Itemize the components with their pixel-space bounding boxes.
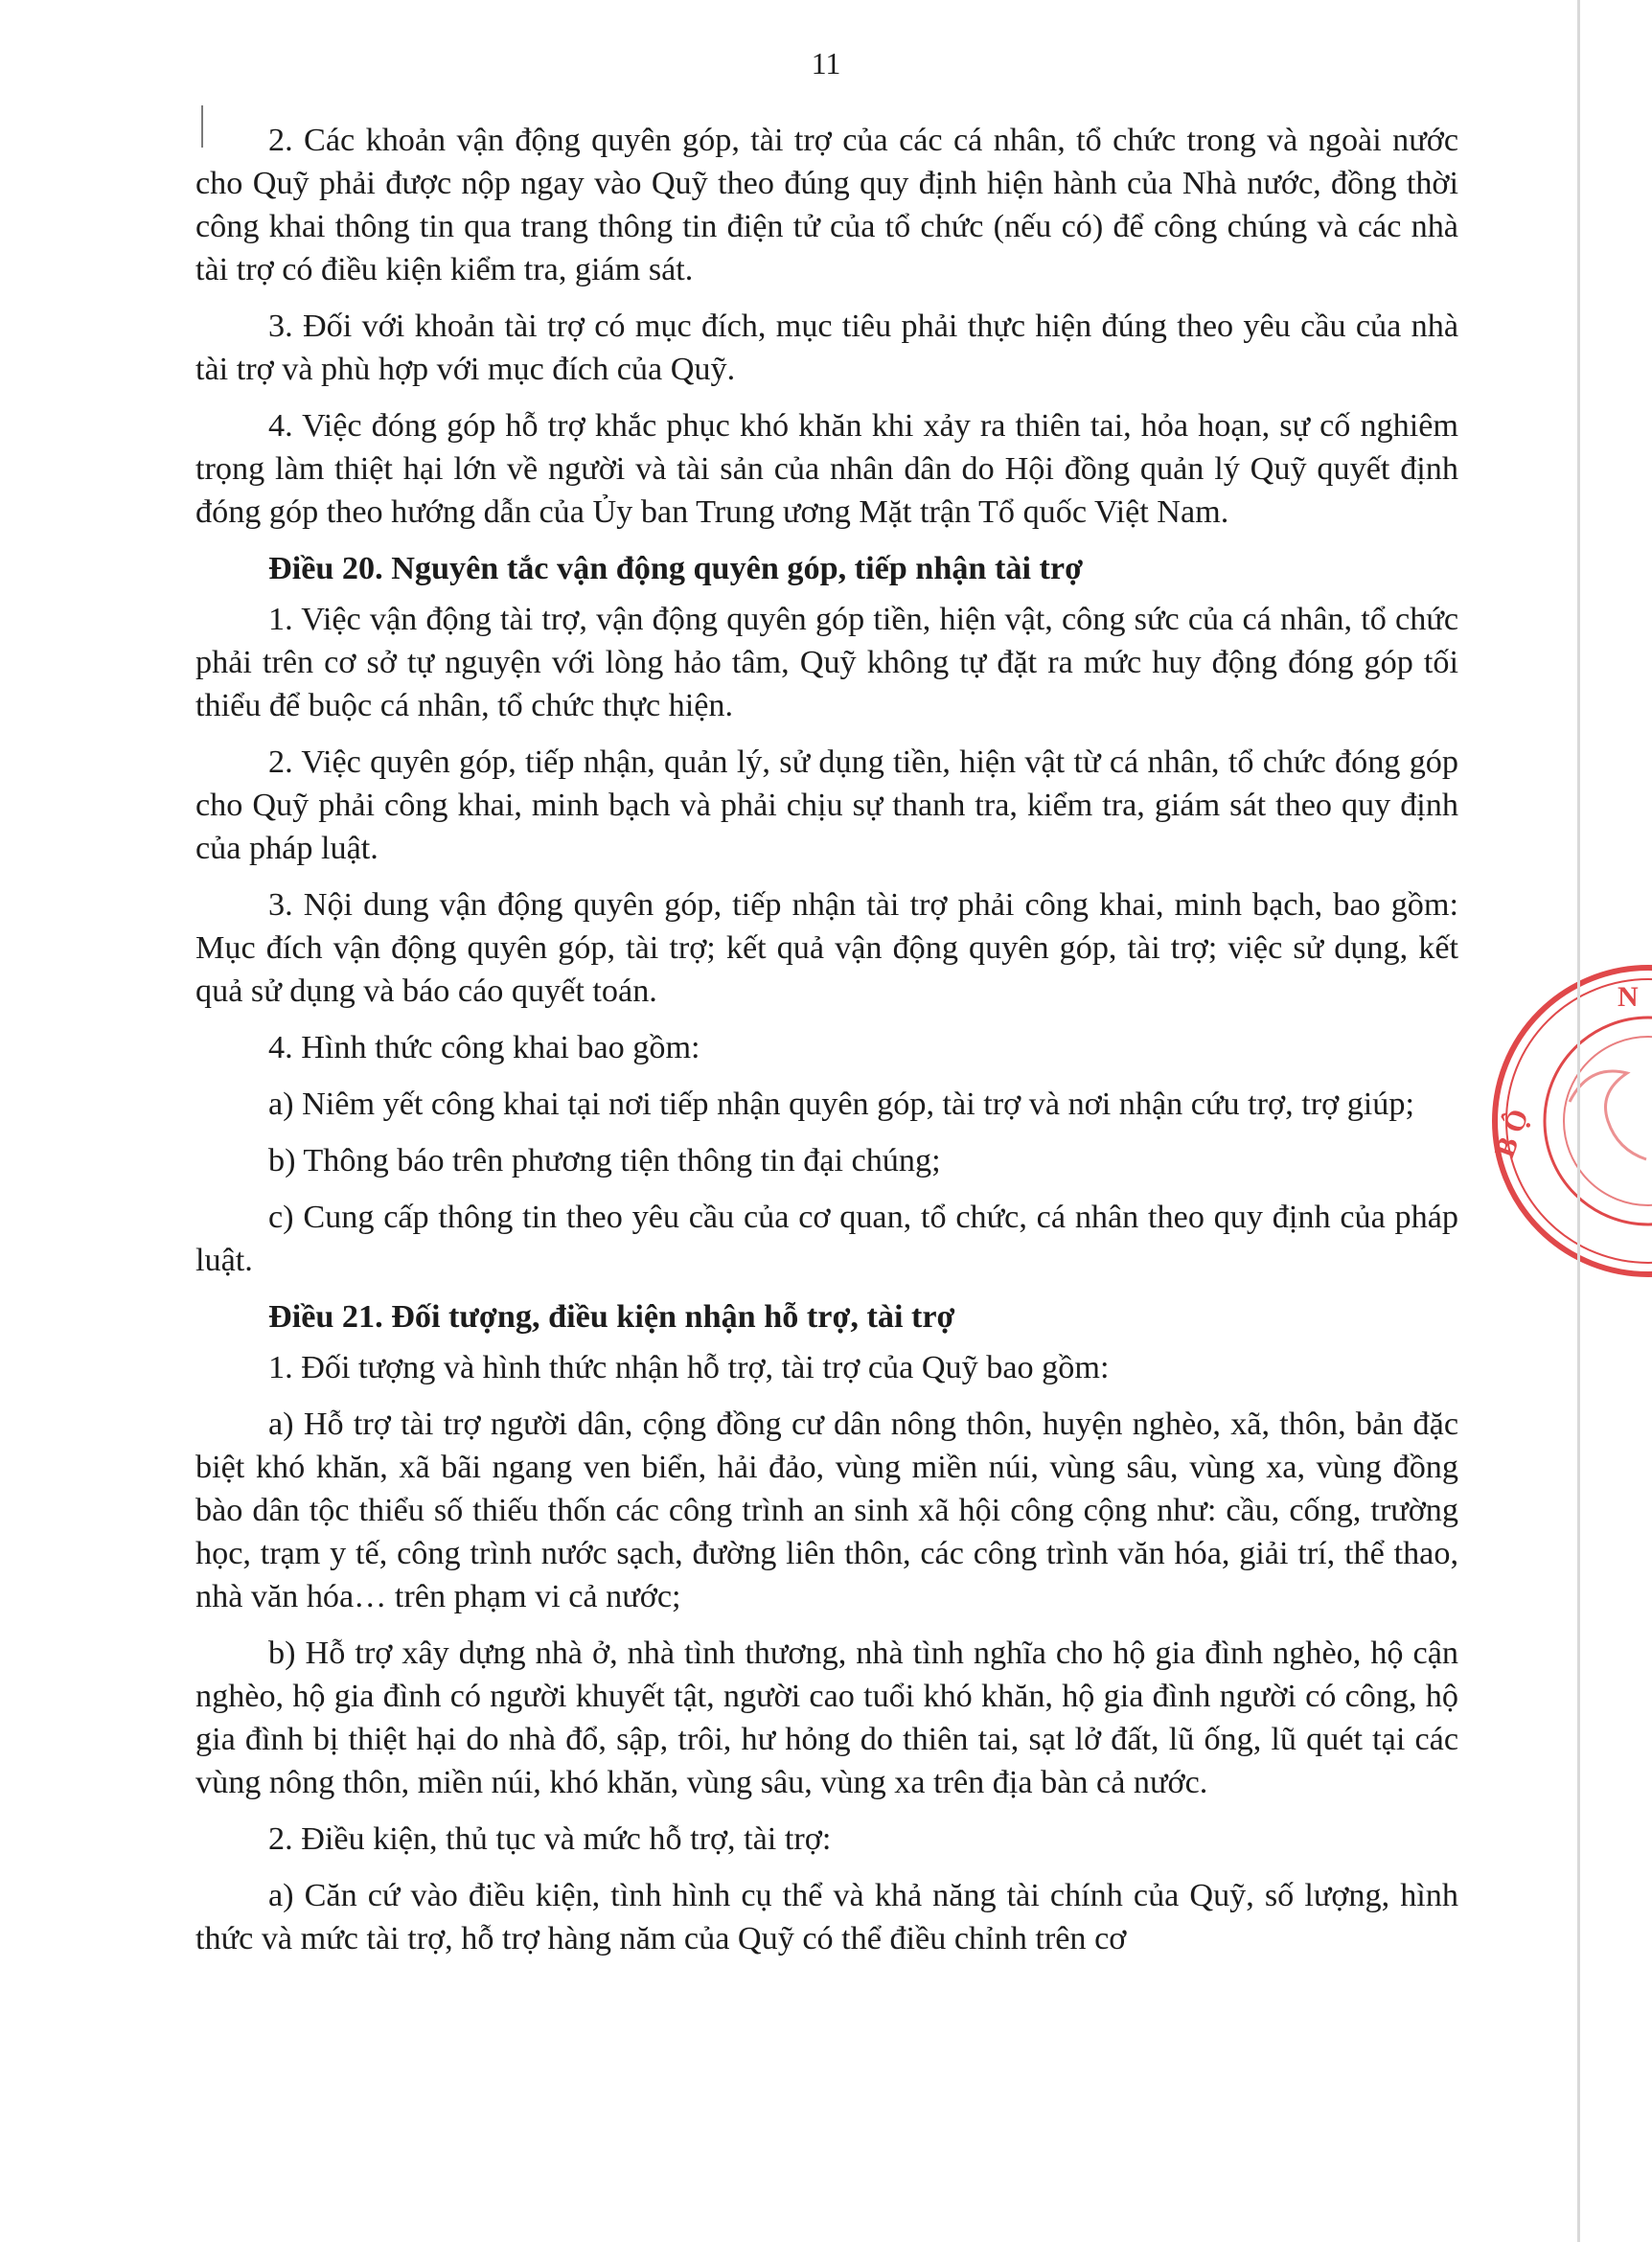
- paragraph-art21-item1a: a) Hỗ trợ tài trợ người dân, cộng đồng cư dân nông thôn, huyện nghèo, xã, thôn, bản đặc biệt khó khăn, xã bãi ngang ven biển, hải đảo, vùng miền núi, vùng sâu, vùng xa, vùng đồng bào dân tộc thiểu số thiếu thốn các công trình an sinh xã hội công cộng như: cầu, cống, trường học, trạm y tế, công trình nước sạch, đường liên thôn, các công trình văn hóa, giải trí, thể thao, nhà văn hóa… trên phạm vi cả nước;: [195, 1407, 1458, 1614]
- paragraph-art20-item2: 2. Việc quyên góp, tiếp nhận, quản lý, sử dụng tiền, hiện vật từ cá nhân, tổ chức đóng góp cho Quỹ phải công khai, minh bạch và phải chịu sự thanh tra, kiểm tra, giám sát theo quy định của pháp luật.: [195, 744, 1458, 866]
- paragraph-art21-item1: 1. Đối tượng và hình thức nhận hỗ trợ, tài trợ của Quỹ bao gồm:: [268, 1350, 1110, 1385]
- svg-text:B Ộ: B Ộ: [1488, 1105, 1535, 1162]
- paragraph-art20-item3: 3. Nội dung vận động quyên góp, tiếp nhận tài trợ phải công khai, minh bạch, bao gồm: Mục đích vận động quyên góp, tài trợ; kết quả vận động quyên góp, tài trợ; việc sử dụng, kết quả sử dụng và báo cáo quyết toán.: [195, 887, 1458, 1009]
- paragraph-art21-item2a: a) Căn cứ vào điều kiện, tình hình cụ thể và khả năng tài chính của Quỹ, số lượng, hình thức và mức tài trợ, hỗ trợ hàng năm của Quỹ có thể điều chỉnh trên cơ: [195, 1878, 1458, 1956]
- paragraph-art21-item2: 2. Điều kiện, thủ tục và mức hỗ trợ, tài trợ:: [268, 1821, 832, 1857]
- heading-article-20: Điều 20. Nguyên tắc vận động quyên góp, tiếp nhận tài trợ: [268, 551, 1083, 586]
- paragraph-art19-item2: 2. Các khoản vận động quyên góp, tài trợ của các cá nhân, tổ chức trong và ngoài nước cho Quỹ phải được nộp ngay vào Quỹ theo đúng quy định hiện hành của Nhà nước, đồng thời công khai thông tin qua trang thông tin điện tử của tổ chức (nếu có) để công chúng và các nhà tài trợ có điều kiện kiểm tra, giám sát.: [195, 123, 1458, 287]
- paragraph-art20-item4c: c) Cung cấp thông tin theo yêu cầu của cơ quan, tổ chức, cá nhân theo quy định của pháp luật.: [195, 1200, 1458, 1278]
- red-seal-stamp: [1457, 958, 1648, 1284]
- paragraph-art19-item3: 3. Đối với khoản tài trợ có mục đích, mục tiêu phải thực hiện đúng theo yêu cầu của nhà tài trợ và phù hợp với mục đích của Quỹ.: [195, 309, 1458, 387]
- document-body: [195, 119, 1458, 1974]
- paragraph-art20-item4: 4. Hình thức công khai bao gồm:: [268, 1030, 700, 1065]
- paragraph-art21-item1b: b) Hỗ trợ xây dựng nhà ở, nhà tình thương, nhà tình nghĩa cho hộ gia đình nghèo, hộ cận nghèo, hộ gia đình có người khuyết tật, người cao tuổi khó khăn, hộ gia đình người có công, hộ gia đình bị thiệt hại do nhà đổ, sập, trôi, hư hỏng do thiên tai, sạt lở đất, lũ ống, lũ quét tại các vùng nông thôn, miền núi, khó khăn, vùng sâu, vùng xa trên địa bàn cả nước.: [195, 1636, 1458, 1800]
- svg-text:N: N: [1618, 981, 1639, 1013]
- paragraph-art20-item4a: a) Niêm yết công khai tại nơi tiếp nhận quyên góp, tài trợ và nơi nhận cứu trợ, trợ giúp;: [268, 1087, 1414, 1122]
- page-number: 11: [811, 46, 841, 80]
- paragraph-art20-item1: 1. Việc vận động tài trợ, vận động quyên góp tiền, hiện vật, công sức của cá nhân, tổ chức phải trên cơ sở tự nguyện với lòng hảo tâm, Quỹ không tự đặt ra mức huy động đóng góp tối thiểu để buộc cá nhân, tổ chức thực hiện.: [195, 602, 1458, 723]
- heading-article-21: Điều 21. Đối tượng, điều kiện nhận hỗ trợ, tài trợ: [268, 1299, 955, 1335]
- page-edge: [1577, 0, 1580, 2242]
- paragraph-art20-item4b: b) Thông báo trên phương tiện thông tin đại chúng;: [268, 1143, 941, 1178]
- paragraph-art19-item4: 4. Việc đóng góp hỗ trợ khắc phục khó khăn khi xảy ra thiên tai, hỏa hoạn, sự cố nghiêm trọng làm thiệt hại lớn về người và tài sản của nhân dân do Hội đồng quản lý Quỹ quyết định đóng góp theo hướng dẫn của Ủy ban Trung ương Mặt trận Tổ quốc Việt Nam.: [195, 408, 1458, 530]
